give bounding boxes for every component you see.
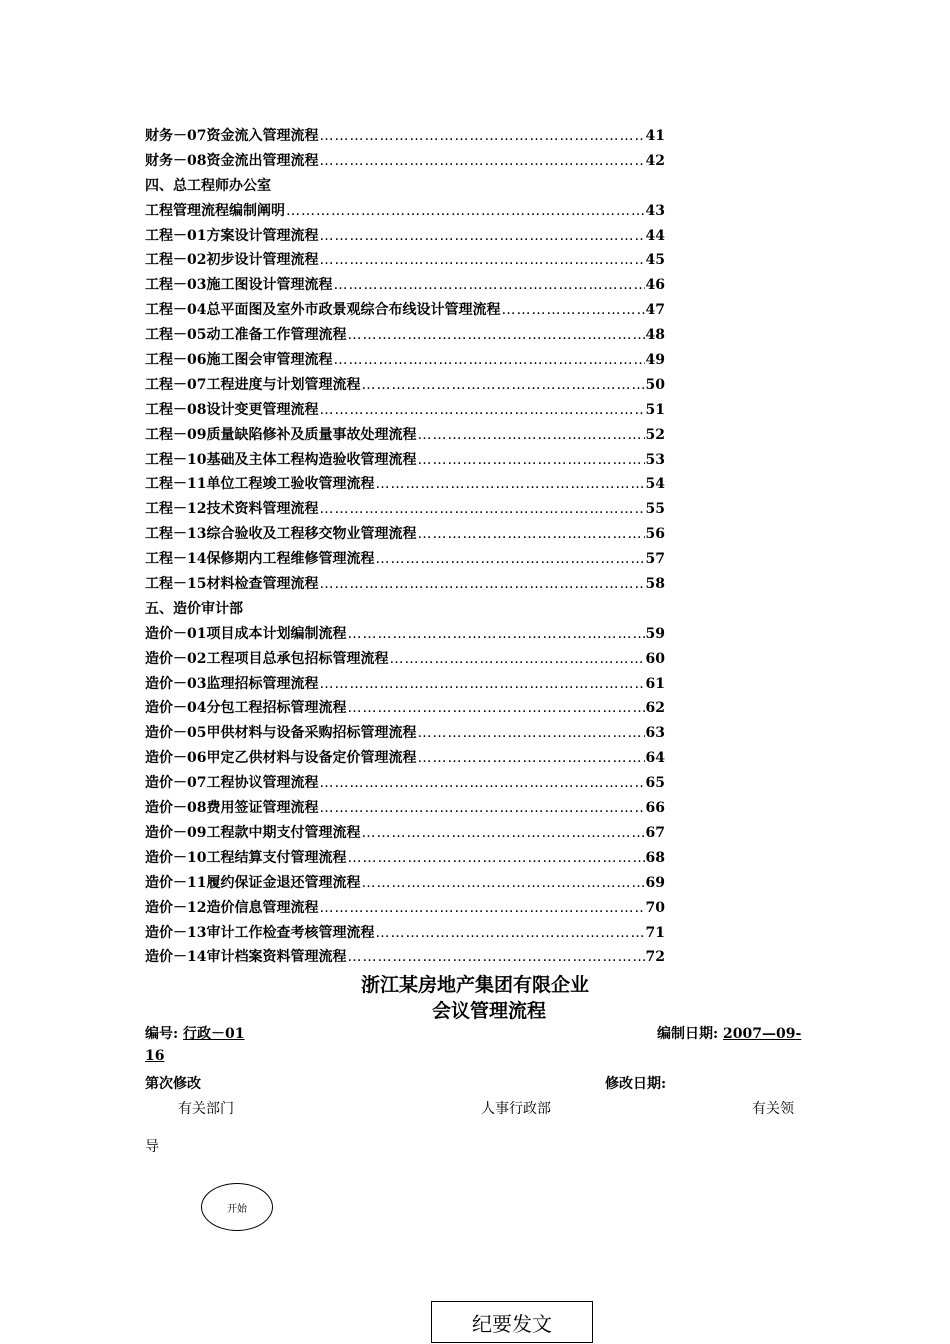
toc-entry-title: 工程协议管理流程	[206, 775, 319, 792]
compile-date	[657, 1023, 801, 1043]
toc-entry	[145, 721, 665, 746]
toc-entry-title: 工程款中期支付管理流程	[206, 824, 361, 841]
toc-entry-page: 55	[645, 501, 665, 518]
toc-heading-text: 四、总工程师办公室	[145, 177, 271, 194]
toc-entry-code: 工程－13	[145, 526, 207, 543]
toc-entry-code: 造价－01	[145, 625, 207, 642]
toc-entry-code: 造价－05	[145, 725, 207, 742]
toc-entry-page: 45	[645, 252, 665, 269]
toc-entry-page: 53	[645, 451, 665, 468]
toc-entry-page: 65	[645, 775, 665, 792]
toc-entry-code: 造价－09	[145, 824, 207, 841]
toc-entry	[145, 199, 665, 224]
toc-entry-page: 46	[645, 277, 665, 294]
toc-entry-title: 单位工程竣工验收管理流程	[206, 476, 375, 493]
toc-entry	[145, 273, 665, 298]
toc-entry-page: 66	[645, 800, 665, 817]
revision-count: 第次修改	[145, 1076, 201, 1092]
toc-entry	[145, 696, 665, 721]
toc-leader-dots	[319, 771, 644, 796]
toc-entry-title: 保修期内工程维修管理流程	[206, 551, 375, 568]
toc-leader-dots	[347, 622, 644, 647]
toc-entry-title: 甲定乙供材料与设备定价管理流程	[206, 750, 417, 767]
toc-entry-code: 工程－02	[145, 252, 207, 269]
toc-leader-dots	[333, 273, 644, 298]
toc-entry-title: 审计工作检查考核管理流程	[206, 924, 375, 941]
toc-entry-title: 施工图会审管理流程	[206, 352, 333, 369]
toc-entry-title: 工程项目总承包招标管理流程	[206, 650, 389, 667]
toc-entry-title: 资金流出管理流程	[206, 152, 319, 169]
toc-entry-title: 费用签证管理流程	[206, 800, 319, 817]
toc-entry-code: 造价－07	[145, 775, 207, 792]
lane-hr-admin: 人事行政部	[481, 1101, 551, 1117]
toc-entry	[145, 248, 665, 273]
company-name: 浙江某房地产集团有限企业	[360, 974, 589, 996]
toc-leader-dots	[417, 522, 644, 547]
doc-number-value: 行政－01	[183, 1026, 245, 1042]
toc-entry-page: 48	[645, 327, 665, 344]
toc-entry	[145, 448, 665, 473]
toc-leader-dots	[319, 672, 644, 697]
revision-date: 修改日期:	[605, 1076, 667, 1092]
toc-entry	[145, 423, 665, 448]
toc-entry-code: 造价－10	[145, 849, 207, 866]
toc-entry-title: 设计变更管理流程	[206, 401, 319, 418]
toc-leader-dots	[375, 921, 644, 946]
toc-entry-page: 57	[645, 551, 665, 568]
toc-entry-title: 监理招标管理流程	[206, 675, 319, 692]
toc-entry	[145, 522, 665, 547]
toc-leader-dots	[319, 224, 644, 249]
toc-leader-dots	[375, 547, 644, 572]
toc-entry-page: 72	[645, 949, 665, 966]
toc-leader-dots	[347, 846, 644, 871]
flow-minutes-box	[431, 1301, 593, 1343]
toc-leader-dots	[347, 696, 644, 721]
toc-section-heading	[145, 174, 665, 199]
toc-entry	[145, 224, 665, 249]
toc-entry-code: 工程－03	[145, 277, 207, 294]
toc-entry-code: 造价－14	[145, 949, 207, 966]
toc-entry	[145, 547, 665, 572]
toc-leader-dots	[319, 124, 644, 149]
toc-entry	[145, 398, 665, 423]
toc-leader-dots	[286, 199, 645, 224]
toc-leader-dots	[319, 796, 644, 821]
toc-entry-code: 工程－14	[145, 551, 207, 568]
toc-entry	[145, 647, 665, 672]
toc-entry-code: 造价－06	[145, 750, 207, 767]
toc-entry-title: 总平面图及室外市政景观综合布线设计管理流程	[206, 302, 501, 319]
toc-leader-dots	[417, 721, 644, 746]
toc-entry-title: 综合验收及工程移交物业管理流程	[206, 526, 417, 543]
toc-entry-code: 工程－08	[145, 401, 207, 418]
toc-entry-code: 造价－11	[145, 874, 207, 891]
toc-entry	[145, 821, 665, 846]
toc-entry-title: 履约保证金退还管理流程	[206, 874, 361, 891]
toc-entry-code: 造价－03	[145, 675, 207, 692]
toc-entry-code: 工程－05	[145, 327, 207, 344]
toc-entry	[145, 373, 665, 398]
toc-entry-page: 67	[645, 824, 665, 841]
toc-entry-code: 工程－06	[145, 352, 207, 369]
toc-entry-code: 财务－07	[145, 128, 207, 144]
toc-entry-code: 工程－11	[145, 476, 207, 493]
toc-entry-code: 造价－08	[145, 800, 207, 817]
toc-leader-dots	[361, 373, 644, 398]
toc-entry-code: 造价－13	[145, 924, 207, 941]
toc-leader-dots	[417, 423, 644, 448]
toc-entry-page: 49	[645, 352, 665, 369]
compile-date-label: 编制日期:	[657, 1026, 719, 1042]
toc-entry-title: 分包工程招标管理流程	[206, 700, 347, 717]
toc-leader-dots	[361, 871, 644, 896]
toc-entry-page: 44	[645, 227, 665, 244]
toc-entry	[145, 348, 665, 373]
toc-entry	[145, 323, 665, 348]
table-of-contents	[145, 124, 665, 970]
toc-entry-page: 70	[645, 899, 665, 916]
toc-leader-dots	[319, 572, 644, 597]
toc-entry	[145, 124, 665, 149]
toc-entry	[145, 572, 665, 597]
toc-leader-dots	[347, 945, 644, 970]
toc-entry	[145, 149, 665, 174]
toc-entry-page: 54	[645, 476, 665, 493]
toc-entry-code: 造价－02	[145, 650, 207, 667]
flow-start-label: 开始	[227, 1203, 247, 1215]
toc-entry	[145, 298, 665, 323]
toc-leader-dots	[361, 821, 644, 846]
toc-entry-page: 43	[645, 202, 665, 219]
toc-entry-code: 工程－07	[145, 376, 207, 393]
toc-entry	[145, 746, 665, 771]
toc-entry-title: 甲供材料与设备采购招标管理流程	[206, 725, 417, 742]
toc-entry	[145, 472, 665, 497]
toc-entry-page: 42	[645, 152, 665, 169]
toc-entry-title: 项目成本计划编制流程	[206, 625, 347, 642]
toc-entry-code: 工程－15	[145, 576, 207, 593]
toc-entry-page: 59	[645, 625, 665, 642]
toc-entry-code: 造价－04	[145, 700, 207, 717]
toc-leader-dots	[501, 298, 644, 323]
toc-leader-dots	[347, 323, 644, 348]
toc-entry-title: 工程结算支付管理流程	[206, 849, 347, 866]
toc-leader-dots	[417, 746, 644, 771]
toc-entry-page: 63	[645, 725, 665, 742]
toc-leader-dots	[333, 348, 644, 373]
toc-leader-dots	[319, 149, 644, 174]
toc-entry-page: 61	[645, 675, 665, 692]
toc-entry-title: 工程进度与计划管理流程	[206, 376, 361, 393]
toc-entry-title: 施工图设计管理流程	[206, 277, 333, 294]
process-title: 会议管理流程	[431, 1000, 546, 1022]
toc-leader-dots	[319, 896, 644, 921]
toc-entry-page: 60	[645, 650, 665, 667]
toc-entry	[145, 846, 665, 871]
toc-entry	[145, 497, 665, 522]
doc-number-label: 编号:	[145, 1026, 179, 1042]
toc-entry-page: 50	[645, 376, 665, 393]
flow-start-node	[201, 1183, 273, 1231]
toc-entry-page: 52	[645, 426, 665, 443]
toc-heading-text: 五、造价审计部	[145, 600, 243, 617]
toc-entry-title: 质量缺陷修补及质量事故处理流程	[206, 426, 417, 443]
toc-entry-title: 审计档案资料管理流程	[206, 949, 347, 966]
toc-section-heading	[145, 597, 665, 622]
toc-entry	[145, 945, 665, 970]
toc-leader-dots	[417, 448, 644, 473]
toc-entry-code: 工程－04	[145, 302, 207, 319]
toc-entry	[145, 796, 665, 821]
toc-entry-code: 工程－12	[145, 501, 207, 518]
toc-leader-dots	[375, 472, 644, 497]
toc-entry-title: 技术资料管理流程	[206, 501, 319, 518]
toc-leader-dots	[319, 497, 644, 522]
toc-entry-title: 材料检查管理流程	[206, 576, 319, 593]
toc-entry-code: 工程－01	[145, 227, 207, 244]
toc-entry	[145, 921, 665, 946]
toc-entry-page: 41	[645, 128, 665, 144]
toc-entry-code: 工程－10	[145, 451, 207, 468]
toc-entry-title: 资金流入管理流程	[206, 128, 319, 144]
toc-entry-title: 方案设计管理流程	[206, 227, 319, 244]
toc-entry-title: 动工准备工作管理流程	[206, 327, 347, 344]
compile-date-value-cont: 16	[145, 1048, 165, 1064]
doc-number	[145, 1023, 245, 1043]
toc-entry	[145, 622, 665, 647]
toc-entry-code: 财务－08	[145, 152, 207, 169]
lane-leaders: 有关领	[752, 1101, 794, 1117]
toc-entry-page: 62	[645, 700, 665, 717]
toc-entry-code: 工程－09	[145, 426, 207, 443]
toc-entry	[145, 871, 665, 896]
toc-entry-page: 56	[645, 526, 665, 543]
toc-entry-title: 工程管理流程编制阐明	[145, 202, 285, 219]
toc-leader-dots	[389, 647, 644, 672]
toc-entry-page: 71	[645, 924, 665, 941]
toc-leader-dots	[319, 398, 644, 423]
toc-entry-title: 造价信息管理流程	[206, 899, 319, 916]
toc-entry-page: 47	[645, 302, 665, 319]
toc-entry-page: 68	[645, 849, 665, 866]
toc-entry	[145, 771, 665, 796]
toc-entry-page: 69	[645, 874, 665, 891]
toc-entry-page: 51	[645, 401, 665, 418]
toc-leader-dots	[319, 248, 644, 273]
toc-entry	[145, 672, 665, 697]
toc-entry-page: 64	[645, 750, 665, 767]
compile-date-value: 2007—09-	[723, 1026, 802, 1042]
toc-entry-page: 58	[645, 576, 665, 593]
flow-minutes-label: 纪要发文	[472, 1311, 552, 1336]
lane-leaders-cont: 导	[145, 1139, 159, 1155]
toc-entry	[145, 896, 665, 921]
lane-related-departments: 有关部门	[178, 1101, 234, 1117]
toc-entry-title: 初步设计管理流程	[206, 252, 319, 269]
toc-entry-code: 造价－12	[145, 899, 207, 916]
toc-entry-title: 基础及主体工程构造验收管理流程	[206, 451, 417, 468]
